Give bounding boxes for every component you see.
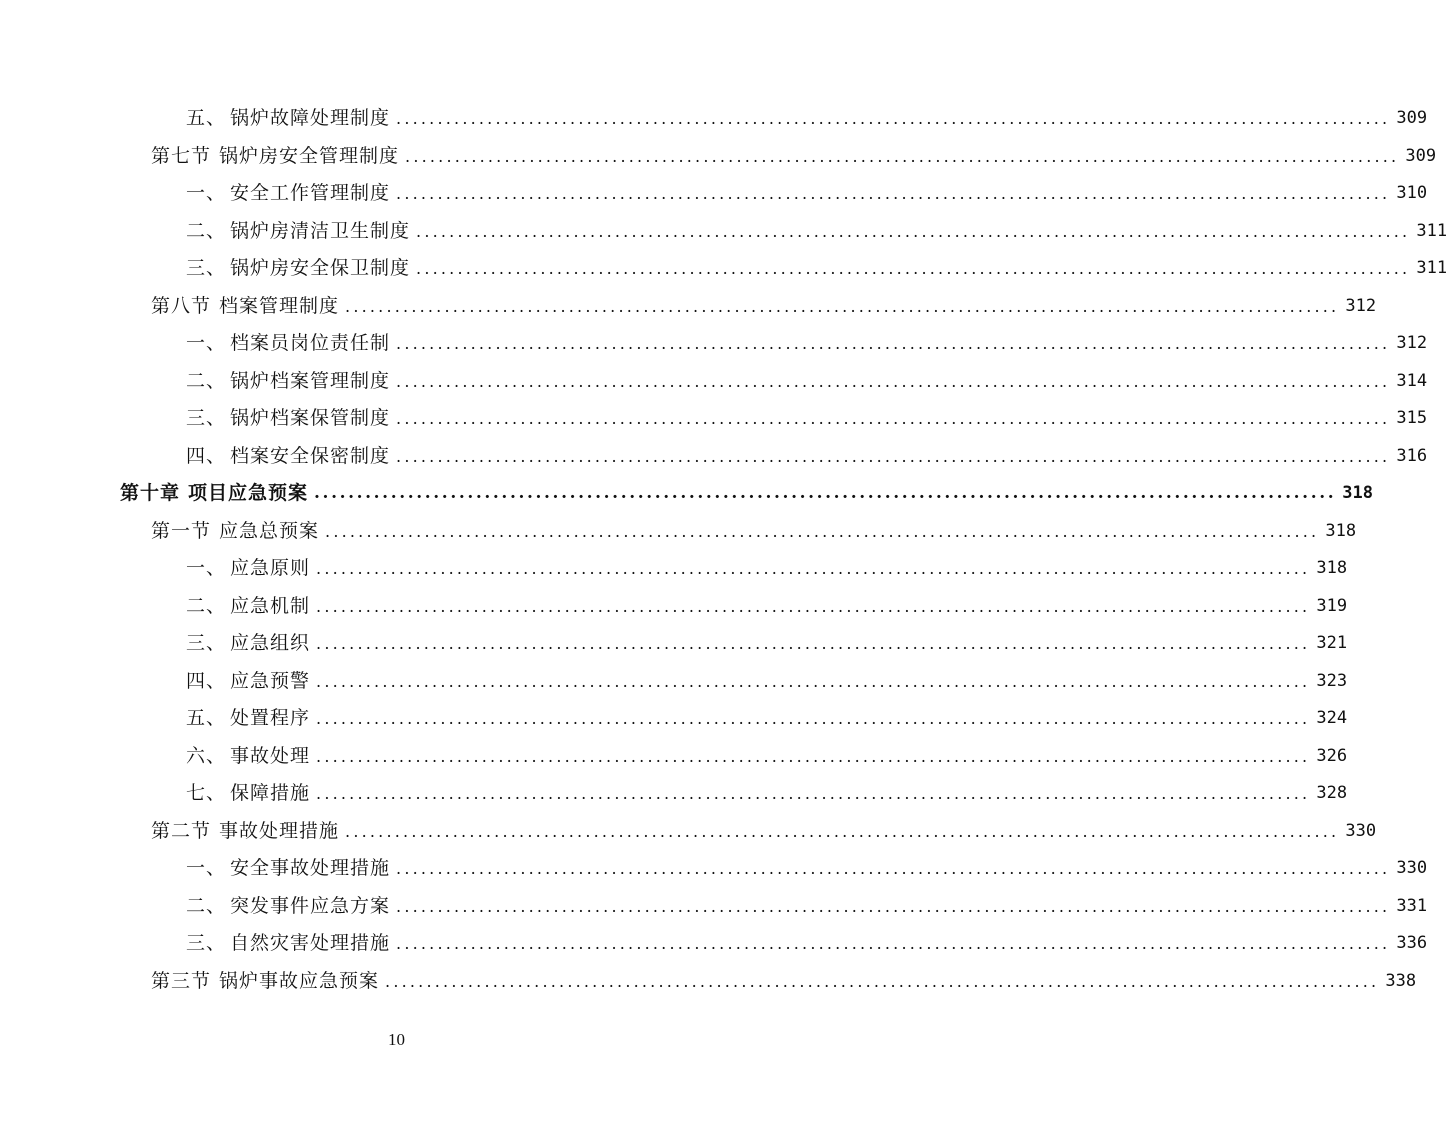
toc-entry-number: 六、 <box>186 744 227 767</box>
toc-item-row[interactable] <box>186 663 1348 700</box>
toc-entry-number: 七、 <box>186 782 227 804</box>
toc-entry-label <box>151 138 399 175</box>
toc-entry-title: 档案安全保密制度 <box>230 444 391 467</box>
toc-dot-leader: ........................................................................................................................ <box>396 184 1391 203</box>
toc-entry-label <box>186 100 390 137</box>
toc-dot-leader: ........................................................................................................................ <box>316 784 1311 803</box>
toc-entry-number: 二、 <box>186 219 227 242</box>
toc-item-row[interactable] <box>186 625 1348 662</box>
toc-entry-number: 三、 <box>186 407 227 429</box>
toc-entry-title: 处置程序 <box>230 707 311 729</box>
toc-dot-leader: ........................................................................................................................ <box>314 483 1337 503</box>
toc-item-row[interactable] <box>186 588 1348 625</box>
toc-dot-leader: ........................................................................................................................ <box>316 709 1311 728</box>
toc-item-row[interactable] <box>186 700 1348 737</box>
toc-dot-leader: ........................................................................................................................ <box>396 859 1391 878</box>
toc-entry-label <box>186 363 390 400</box>
toc-entry-title: 应急总预案 <box>219 519 320 542</box>
toc-entry-number: 一、 <box>186 332 227 354</box>
toc-page-number: 315 <box>1396 408 1428 428</box>
toc-dot-leader: ........................................................................................................................ <box>396 109 1391 128</box>
toc-entry-number: 二、 <box>186 594 227 617</box>
toc-item-row[interactable] <box>186 213 1447 250</box>
toc-item-row[interactable] <box>186 850 1428 887</box>
toc-section-row[interactable] <box>151 813 1377 850</box>
toc-dot-leader: ........................................................................................................................ <box>316 596 1311 616</box>
toc-entry-title: 应急原则 <box>230 557 311 579</box>
toc-item-row[interactable] <box>186 550 1348 587</box>
toc-dot-leader: ........................................................................................................................ <box>405 146 1400 166</box>
toc-dot-leader: ........................................................................................................................ <box>345 821 1340 841</box>
toc-entry-number: 一、 <box>186 857 227 879</box>
toc-item-row[interactable] <box>186 400 1428 437</box>
toc-dot-leader: ........................................................................................................................ <box>316 746 1311 766</box>
toc-entry-label <box>186 625 310 662</box>
toc-entry-label <box>186 213 410 250</box>
toc-entry-title: 应急机制 <box>230 594 311 617</box>
toc-entry-label <box>186 663 310 700</box>
toc-entry-title: 锅炉档案管理制度 <box>230 369 391 392</box>
toc-section-row[interactable] <box>151 288 1377 325</box>
toc-entry-label <box>120 475 308 512</box>
toc-entry-title: 档案员岗位责任制 <box>230 332 391 354</box>
toc-item-row[interactable] <box>186 888 1428 925</box>
toc-entry-number: 三、 <box>186 932 227 954</box>
toc-entry-number: 第八节 <box>151 294 212 317</box>
toc-item-row[interactable] <box>186 925 1428 962</box>
toc-page-number: 318 <box>1316 558 1348 578</box>
toc-dot-leader: ........................................................................................................................ <box>416 259 1411 278</box>
toc-entry-title: 突发事件应急方案 <box>230 894 391 917</box>
toc-page-number: 309 <box>1396 108 1428 128</box>
toc-page-number: 331 <box>1396 895 1428 916</box>
toc-page-number: 318 <box>1342 483 1373 503</box>
toc-dot-leader: ........................................................................................................................ <box>396 934 1391 953</box>
toc-entry-label <box>151 288 339 325</box>
toc-entry-number: 第一节 <box>151 519 212 542</box>
toc-entry-title: 锅炉房清洁卫生制度 <box>230 219 411 242</box>
toc-entry-label <box>151 513 319 550</box>
toc-page-number: 328 <box>1316 783 1348 803</box>
toc-entry-number: 一、 <box>186 557 227 579</box>
toc-entry-number: 三、 <box>186 257 227 279</box>
toc-entry-label <box>186 850 390 887</box>
toc-page-number: 326 <box>1316 745 1348 766</box>
toc-entry-title: 锅炉房安全管理制度 <box>219 144 400 167</box>
toc-entry-number: 四、 <box>186 444 227 467</box>
toc-entry-label <box>186 550 310 587</box>
toc-entry-number: 四、 <box>186 669 227 692</box>
toc-page-number: 316 <box>1396 445 1428 466</box>
toc-page-number: 318 <box>1325 520 1357 541</box>
toc-page-number: 312 <box>1345 295 1377 316</box>
toc-page-number: 330 <box>1345 820 1377 841</box>
toc-item-row[interactable] <box>186 175 1428 212</box>
toc-dot-leader: ........................................................................................................................ <box>316 559 1311 578</box>
toc-entry-title: 锅炉房安全保卫制度 <box>230 257 411 279</box>
toc-entry-title: 事故处理措施 <box>219 819 340 842</box>
toc-page-number: 338 <box>1385 970 1417 991</box>
toc-section-row[interactable] <box>151 513 1357 550</box>
toc-page-number: 323 <box>1316 670 1348 691</box>
toc-entry-label <box>186 400 390 437</box>
toc-entry-number: 第二节 <box>151 819 212 842</box>
toc-dot-leader: ........................................................................................................................ <box>396 446 1391 466</box>
toc-page-number: 319 <box>1316 595 1348 616</box>
toc-entry-number: 二、 <box>186 369 227 392</box>
toc-item-row[interactable] <box>186 438 1428 475</box>
toc-entry-number: 第三节 <box>151 969 212 992</box>
toc-page-number: 311 <box>1416 258 1447 278</box>
toc-entry-title: 自然灾害处理措施 <box>230 932 391 954</box>
toc-entry-label <box>186 325 390 362</box>
toc-dot-leader: ........................................................................................................................ <box>345 296 1340 316</box>
toc-entry-title: 锅炉事故应急预案 <box>219 969 380 992</box>
toc-item-row[interactable] <box>186 100 1428 137</box>
toc-entry-number: 第十章 <box>120 482 181 504</box>
toc-entry-label <box>186 250 410 287</box>
toc-entry-label <box>186 738 310 775</box>
toc-entry-number: 三、 <box>186 632 227 654</box>
toc-entry-label <box>151 963 379 1000</box>
toc-entry-number: 一、 <box>186 182 227 204</box>
toc-entry-number: 五、 <box>186 107 227 129</box>
toc-entry-title: 锅炉故障处理制度 <box>230 107 391 129</box>
toc-item-row[interactable] <box>186 775 1348 812</box>
toc-entry-label <box>186 888 390 925</box>
toc-item-row[interactable] <box>186 325 1428 362</box>
toc-page-number: 311 <box>1416 220 1447 241</box>
toc-entry-number: 五、 <box>186 707 227 729</box>
toc-dot-leader: ........................................................................................................................ <box>396 409 1391 428</box>
toc-page-number: 309 <box>1405 145 1437 166</box>
toc-page-number: 310 <box>1396 183 1428 203</box>
page-number: 10 <box>388 1030 405 1049</box>
toc-page-number: 336 <box>1396 933 1428 953</box>
toc-entry-label <box>186 775 310 812</box>
toc-entry-title: 事故处理 <box>230 744 311 767</box>
toc-entry-title: 应急组织 <box>230 632 311 654</box>
toc-dot-leader: ........................................................................................................................ <box>325 521 1320 541</box>
toc-chapter-row[interactable] <box>120 475 1373 512</box>
toc-item-row[interactable] <box>186 738 1348 775</box>
toc-item-row[interactable] <box>186 363 1428 400</box>
toc-dot-leader: ........................................................................................................................ <box>396 371 1391 391</box>
toc-dot-leader: ........................................................................................................................ <box>396 896 1391 916</box>
toc-entry-title: 安全事故处理措施 <box>230 857 391 879</box>
toc-dot-leader: ........................................................................................................................ <box>385 971 1380 991</box>
toc-entry-title: 应急预警 <box>230 669 311 692</box>
toc-entry-title: 项目应急预案 <box>188 482 309 504</box>
toc-dot-leader: ........................................................................................................................ <box>396 334 1391 353</box>
toc-entry-number: 第七节 <box>151 144 212 167</box>
toc-dot-leader: ........................................................................................................................ <box>416 221 1411 241</box>
toc-item-row[interactable] <box>186 250 1447 287</box>
toc-page-number: 312 <box>1396 333 1428 353</box>
toc-entry-title: 档案管理制度 <box>219 294 340 317</box>
toc-entry-title: 安全工作管理制度 <box>230 182 391 204</box>
toc-entry-label <box>186 588 310 625</box>
toc-dot-leader: ........................................................................................................................ <box>316 671 1311 691</box>
toc-entry-label <box>151 813 339 850</box>
toc-page-number: 330 <box>1396 858 1428 878</box>
toc-entry-label <box>186 700 310 737</box>
toc-entry-number: 二、 <box>186 894 227 917</box>
toc-page-number: 321 <box>1316 633 1348 653</box>
toc-entry-label <box>186 175 390 212</box>
toc-page-number: 314 <box>1396 370 1428 391</box>
toc-section-row[interactable] <box>151 138 1437 175</box>
toc-section-row[interactable] <box>151 963 1417 1000</box>
toc-entry-label <box>186 925 390 962</box>
toc-page-number: 324 <box>1316 708 1348 728</box>
toc-entry-label <box>186 438 390 475</box>
toc-dot-leader: ........................................................................................................................ <box>316 634 1311 653</box>
toc-entry-title: 锅炉档案保管制度 <box>230 407 391 429</box>
toc-entry-title: 保障措施 <box>230 782 311 804</box>
